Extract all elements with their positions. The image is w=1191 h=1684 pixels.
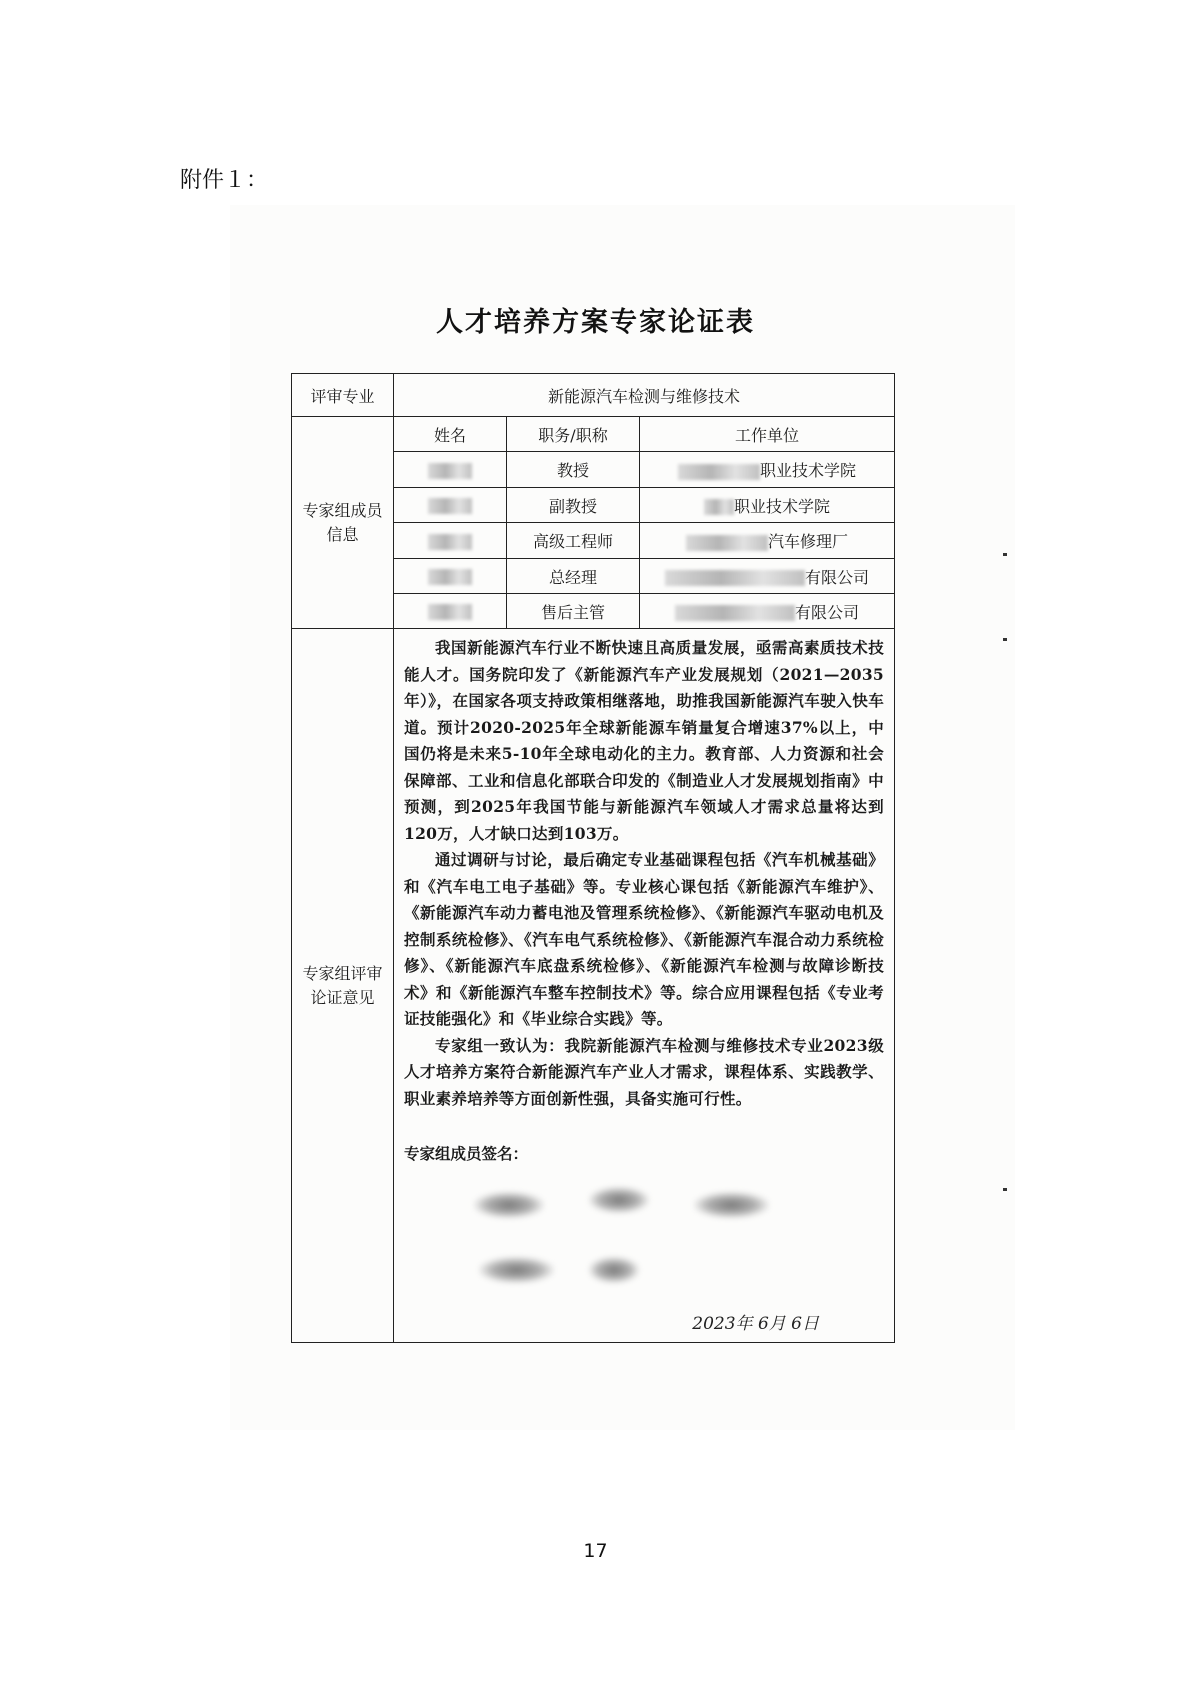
opinion-cell	[394, 629, 895, 1343]
member-name	[394, 559, 507, 594]
opinion-label-text: 专家组评审论证意见	[302, 963, 383, 1007]
member-title: 高级工程师	[507, 523, 640, 559]
member-title: 售后主管	[507, 594, 640, 629]
signature-image	[694, 1192, 769, 1218]
form-title: 人才培养方案专家论证表	[436, 307, 755, 338]
col-name-header: 姓名	[394, 417, 507, 452]
major-value: 新能源汽车检测与维修技术	[394, 374, 895, 417]
redacted-org	[704, 499, 734, 515]
redacted-name	[428, 463, 472, 479]
redacted-org	[675, 605, 795, 621]
opinion-paragraph: 专家组一致认为：我院新能源汽车检测与维修技术专业2023级人才培养方案符合新能源汽车产业人才需求，课程体系、实践教学、职业素养培养等方面创新性强，具备实施可行性。	[404, 1035, 884, 1108]
members-label	[292, 417, 394, 629]
redacted-org	[678, 464, 760, 480]
redacted-name	[428, 569, 472, 585]
signature-image	[589, 1257, 639, 1283]
member-org	[640, 594, 895, 629]
scan-speck	[1003, 638, 1007, 641]
member-name	[394, 523, 507, 559]
member-org	[640, 488, 895, 523]
redacted-name	[428, 534, 472, 550]
redacted-name	[428, 604, 472, 620]
redacted-org	[665, 570, 805, 586]
member-org	[640, 559, 895, 594]
signature-image	[589, 1187, 649, 1213]
attachment-label: 附件１：	[180, 168, 269, 193]
signing-date: 2023年 6月 6日	[692, 1314, 819, 1334]
opinion-label	[292, 629, 394, 1343]
member-org	[640, 523, 895, 559]
member-title: 教授	[507, 452, 640, 488]
member-org-visible: 有限公司	[804, 567, 869, 587]
major-label: 评审专业	[292, 374, 394, 417]
review-form-table	[291, 373, 895, 1343]
members-label-text: 专家组成员信息	[302, 500, 383, 544]
member-title: 副教授	[507, 488, 640, 523]
member-org-visible: 职业技术学院	[733, 496, 830, 516]
member-org-visible: 有限公司	[794, 602, 859, 622]
member-title: 总经理	[507, 559, 640, 594]
signature-image	[474, 1192, 544, 1218]
page-number: 17	[583, 1540, 608, 1562]
member-name	[394, 488, 507, 523]
member-org-visible: 汽车修理厂	[767, 532, 848, 551]
opinion-paragraph: 我国新能源汽车行业不断快速且高质量发展，亟需高素质技术技能人才。国务院印发了《新能源汽车产业发展规划（2021—2035年）》，在国家各项支持政策相继落地，助推我国新能源汽车驶入快车道。预计2020-2025年全球新能源车销量复合增速37%以上，中国仍将是未来5-10年全球电动化的主力。教育部、人力资源和社会保障部、工业和信息化部联合印发的《制造业人才发展规划指南》中预测，到2025年我国节能与新能源汽车领域人才需求总量将达到120万，人才缺口达到103万。	[404, 638, 884, 843]
col-org-header: 工作单位	[640, 417, 895, 452]
signature-image	[479, 1257, 554, 1283]
member-org-visible: 职业技术学院	[759, 461, 856, 480]
signature-area	[404, 1142, 884, 1342]
signature-label: 专家组成员签名：	[404, 1144, 529, 1163]
opinion-paragraph: 通过调研与讨论，最后确定专业基础课程包括《汽车机械基础》和《汽车电工电子基础》等。专业核心课包括《新能源汽车维护》、《新能源汽车动力蓄电池及管理系统检修》、《新能源汽车驱动电机及控制系统检修》、《汽车电气系统检修》、《新能源汽车混合动力系统检修》、《新能源汽车底盘系统检修》、《新能源汽车检测与故障诊断技术》和《新能源汽车整车控制技术》等。综合应用课程包括《专业考证技能强化》和《毕业综合实践》等。	[404, 850, 884, 1028]
col-title-header: 职务/职称	[507, 417, 640, 452]
scan-speck	[1003, 1188, 1007, 1191]
redacted-name	[428, 498, 472, 514]
member-name	[394, 452, 507, 488]
member-name	[394, 594, 507, 629]
redacted-org	[686, 535, 768, 551]
scan-speck	[1003, 553, 1007, 556]
member-org	[640, 452, 895, 488]
